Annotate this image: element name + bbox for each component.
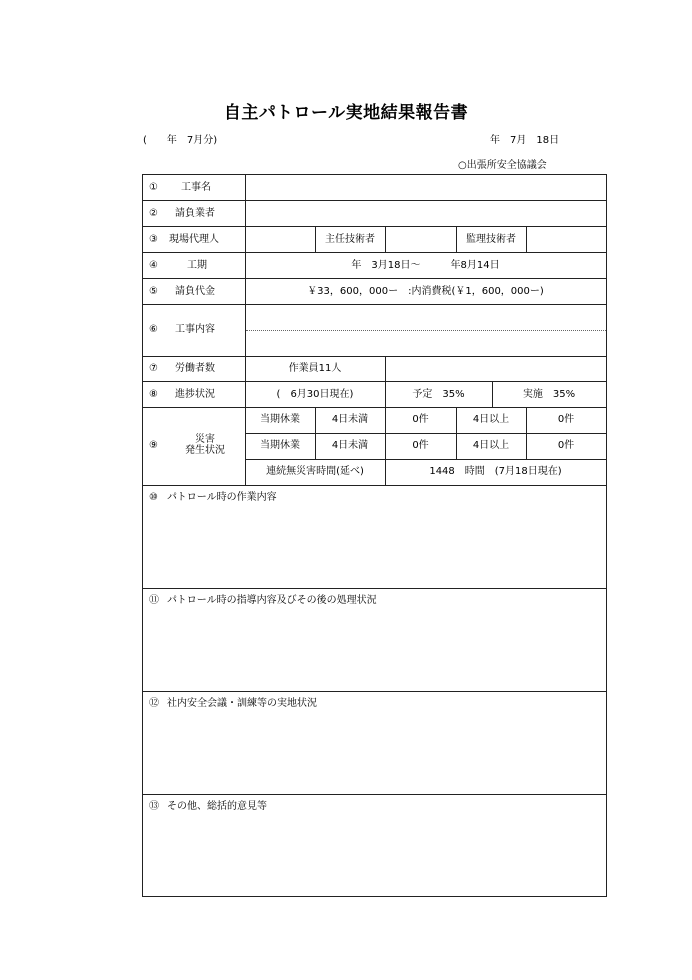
row-number: ②: [149, 208, 158, 219]
document-title: 自主パトロール実地結果報告書: [223, 103, 469, 123]
workers-value: 作業員11人: [288, 363, 342, 374]
under-4days-count: 0件: [412, 414, 429, 425]
report-form: [142, 174, 607, 897]
row-number: ③: [149, 234, 158, 245]
supervising-engineer-label: 監理技術者: [466, 234, 516, 245]
construction-name-label: 工事名: [181, 182, 211, 193]
progress-actual: 実施 35%: [522, 389, 576, 400]
contract-amount-label: 請負代金: [175, 286, 215, 297]
progress-asof: ( 6月30日現在): [276, 389, 354, 400]
over-4days-label: 4日以上: [472, 414, 510, 425]
contract-amount-value: ￥33，600，000ー :内消費税(￥1，600，000ー): [307, 286, 544, 297]
patrol-guidance-heading: パトロール時の指導内容及びその後の処理状況: [167, 595, 377, 606]
over-4days-label: 4日以上: [472, 440, 510, 451]
chief-engineer-label: 主任技術者: [325, 234, 375, 245]
progress-planned: 予定 35%: [412, 389, 465, 400]
contractor-label: 請負業者: [175, 208, 215, 219]
site-agent-label: 現場代理人: [169, 234, 219, 245]
over-4days-count: 0件: [557, 414, 575, 425]
accident-free-hours-label: 連続無災害時間(延べ): [266, 466, 364, 477]
row-number: ⑤: [149, 286, 158, 297]
progress-label: 進捗状況: [175, 389, 215, 400]
association-name: ○出張所安全協議会: [458, 160, 547, 171]
row-number: ④: [149, 260, 158, 271]
section-number: ⑩: [149, 492, 158, 503]
under-4days-label: 4日未満: [331, 414, 369, 425]
work-content-label: 工事内容: [175, 324, 215, 335]
safety-meeting-heading: 社内安全会議・訓練等の実地状況: [167, 698, 317, 709]
report-period: ( 年 7月分): [143, 135, 218, 146]
leave-label: 当期休業: [260, 440, 300, 451]
under-4days-count: 0件: [412, 440, 429, 451]
row-number: ⑥: [149, 324, 158, 335]
row-number: ①: [149, 182, 158, 193]
accident-label-line2: 発生状況: [185, 445, 225, 456]
construction-period-value: 年 3月18日～ 年8月14日: [351, 260, 500, 271]
construction-period-label: 工期: [187, 260, 207, 271]
over-4days-count: 0件: [557, 440, 575, 451]
workers-label: 労働者数: [175, 363, 215, 374]
section-number: ⑬: [149, 801, 159, 812]
row-number: ⑧: [149, 389, 158, 400]
under-4days-label: 4日未満: [331, 440, 369, 451]
leave-label: 当期休業: [260, 414, 300, 425]
accident-free-hours-value: 1448 時間 (7月18日現在): [429, 466, 562, 477]
patrol-work-content-heading: パトロール時の作業内容: [167, 492, 277, 503]
general-opinion-heading: その他、総括的意見等: [167, 801, 267, 812]
row-number: ⑦: [149, 363, 158, 374]
section-number: ⑪: [149, 595, 159, 606]
accident-label-line1: 災害: [195, 434, 215, 445]
section-number: ⑫: [149, 698, 159, 709]
row-number: ⑨: [149, 440, 158, 451]
report-date: 年 7月 18日: [490, 135, 560, 146]
